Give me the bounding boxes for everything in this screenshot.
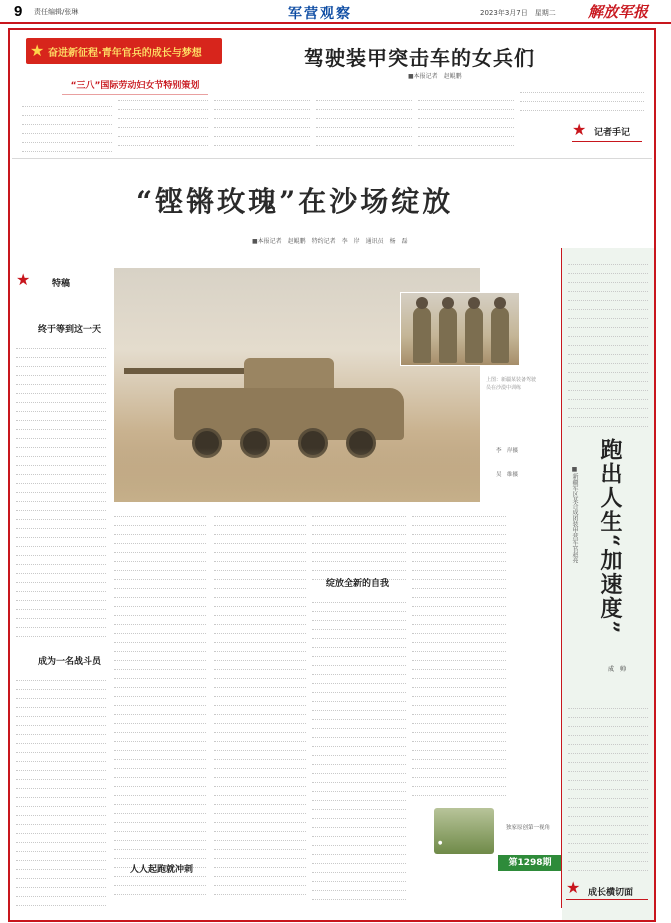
article2-byline: ■本报记者 赵鲲鹏 特约记者 李 岸 通讯员 杨 磊 <box>252 238 408 245</box>
tank-turret <box>244 358 334 392</box>
masthead-logo: 解放军报 <box>588 3 649 21</box>
banner-title: 奋进新征程·青年官兵的成长与梦想 <box>48 48 202 59</box>
commentary-label: 记者手记 <box>594 128 631 138</box>
article1-byline: ■本报记者 赵鲲鹏 <box>408 73 462 80</box>
column-logo-photo <box>434 808 494 854</box>
left-column-body <box>16 340 106 640</box>
right-column-border <box>561 248 562 908</box>
article1-headline: 驾驶装甲突击车的女兵们 <box>304 46 535 70</box>
soldiers-photo <box>400 292 520 366</box>
article2-headline: “铿锵玫瑰”在沙场绽放 <box>136 185 454 218</box>
right-body-bottom <box>568 700 648 872</box>
middle-body-col4 <box>412 508 506 804</box>
middle-body-col3b <box>312 594 406 900</box>
side-story-title: 跑出人生“加速度” <box>597 438 623 636</box>
article1-body-col2 <box>118 92 208 146</box>
left-subheading-2: 成为一名战斗员 <box>38 657 102 667</box>
article1-body-col3 <box>214 92 310 146</box>
photo-credit-1: 李 岸摄 <box>496 448 519 454</box>
left-subheading-1: 终于等到这一天 <box>38 325 102 335</box>
middle-subheading: 绽放全新的自我 <box>326 579 390 589</box>
soldier-figure <box>413 307 431 363</box>
side-story-author: 成 帅 <box>608 666 627 673</box>
banner-subhead: “三八”国际劳动妇女节特别策划 <box>62 78 208 95</box>
commentary-label-box <box>572 118 642 142</box>
star-icon: ★ <box>566 878 581 897</box>
soldier-figure <box>439 307 457 363</box>
article1-body-col4 <box>316 92 412 146</box>
photo-credit-2: 吴 维摄 <box>496 472 519 478</box>
campaign-banner <box>26 38 222 64</box>
side-story-byline: ■新疆军区某合成团装甲营军官赵亮 <box>571 466 578 563</box>
star-icon: ★ <box>572 120 587 139</box>
issue-date: 2023年3月7日 星期二 <box>480 9 556 17</box>
growth-label: 成长横切面 <box>588 888 634 898</box>
left-column-body-2 <box>16 672 106 912</box>
middle-subheading-3: 人人起跑就冲刺 <box>130 865 194 875</box>
column-logo-text: ● <box>438 840 443 846</box>
photo-caption: 上图：新疆某装备驾驶员在沙漠中训练 <box>486 377 537 391</box>
section-title: 军营观察 <box>288 6 352 22</box>
star-icon: ★ <box>30 41 45 60</box>
right-body-top <box>568 256 648 428</box>
section-divider <box>12 158 652 159</box>
middle-body-col3 <box>312 508 406 584</box>
star-icon: ★ <box>16 270 31 289</box>
soldier-figure <box>465 307 483 363</box>
editor-credit: 责任编辑/张琳 <box>34 8 79 16</box>
page-number: 9 <box>14 3 23 20</box>
tank-gun <box>124 368 254 374</box>
middle-body-col2 <box>214 508 306 898</box>
article1-body-col6 <box>520 84 644 112</box>
dust-cloud <box>114 448 480 502</box>
middle-body-col1 <box>114 508 206 898</box>
issue-badge: 第1298期 <box>498 855 562 871</box>
article1-body-col1 <box>22 98 112 152</box>
soldier-figure <box>491 307 509 363</box>
feature-label: 特稿 <box>52 279 71 289</box>
article1-body-col5 <box>418 92 514 146</box>
growth-label-box <box>566 880 648 900</box>
column-label-box <box>506 824 560 852</box>
feature-label-box <box>16 272 104 290</box>
top-bar <box>0 0 671 24</box>
column-label: 独家原创第一视角 <box>506 825 551 831</box>
